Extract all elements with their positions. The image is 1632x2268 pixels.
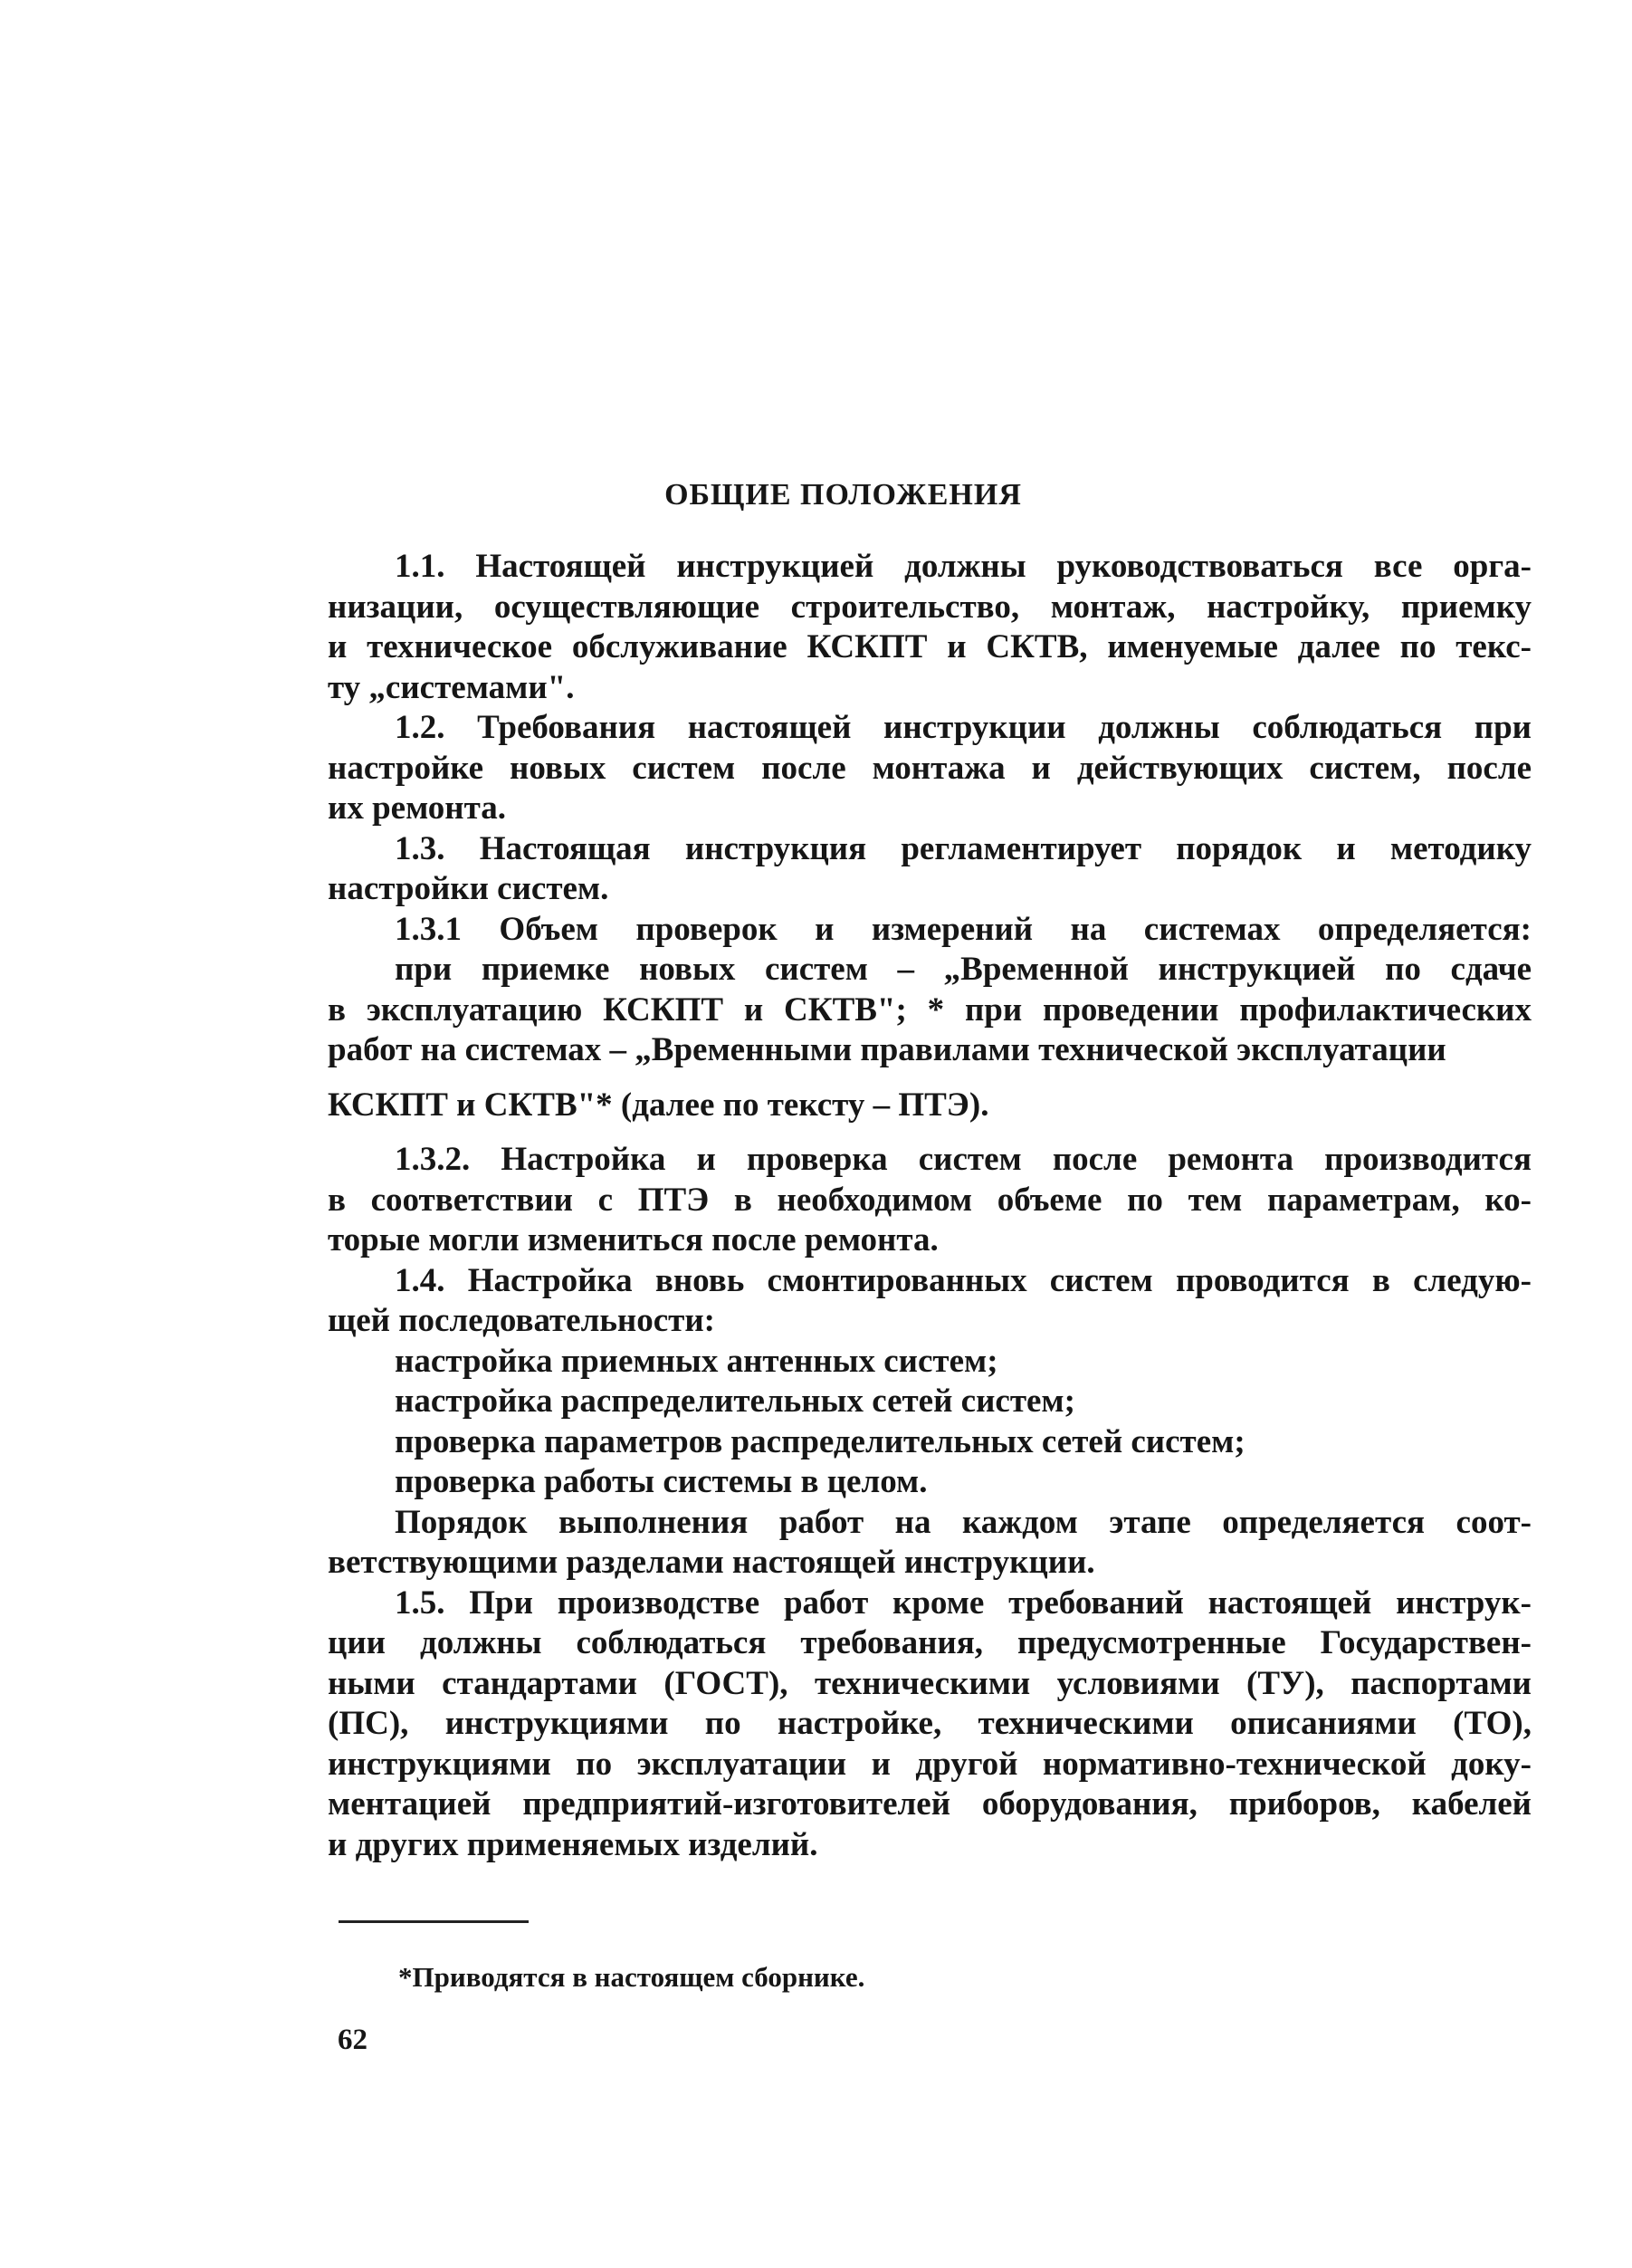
text-line: 1.3.1 Объем проверок и измерений на системах определяется: <box>395 910 1532 948</box>
text-line: и техническое обслуживание КСКПТ и СКТВ, именуемые далее по текс- <box>328 628 1532 665</box>
text-line: настройке новых систем после монтажа и действующих систем, после <box>328 749 1532 787</box>
text-line: настройки систем. <box>328 870 609 907</box>
text-line: 1.3. Настоящая инструкция регламентирует порядок и методику <box>395 829 1532 867</box>
text-line: ными стандартами (ГОСТ), техническими условиями (ТУ), паспортами <box>328 1664 1532 1702</box>
text-line: ту „системами". <box>328 668 575 706</box>
page-title: ОБЩИЕ ПОЛОЖЕНИЯ <box>664 478 1022 512</box>
text-line: при приемке новых систем – „Временной инструкцией по сдаче <box>395 951 1532 988</box>
text-line: 1.3.2. Настройка и проверка систем после ремонта производится <box>395 1141 1532 1178</box>
document-body <box>328 547 1532 1865</box>
text-line: в эксплуатацию КСКПТ и СКТВ"; * при проведении профилактических <box>328 990 1532 1029</box>
list-item: настройка приемных антенных систем; <box>395 1342 998 1380</box>
footnote: *Приводятся в настоящем сборнике. <box>398 1961 865 1993</box>
text-line: 1.1. Настоящей инструкцией должны руководствоваться все орга- <box>395 548 1532 585</box>
text-line: 1.4. Настройка вновь смонтированных систем проводится в следую- <box>395 1261 1532 1299</box>
text-line: работ на системах – „Временными правилами технической эксплуатации <box>328 1031 1446 1068</box>
text-line: Порядок выполнения работ на каждом этапе определяется соот- <box>395 1503 1532 1541</box>
footnote-divider <box>339 1920 529 1923</box>
text-line: ментацией предприятий-изготовителей оборудования, приборов, кабелей <box>328 1785 1532 1823</box>
list-item: настройка распределительных сетей систем; <box>395 1383 1075 1420</box>
text-line: торые могли измениться после ремонта. <box>328 1221 939 1258</box>
text-line: щей последовательности: <box>328 1302 715 1339</box>
text-line: и других применяемых изделий. <box>328 1825 818 1863</box>
text-line: в соответствии с ПТЭ в необходимом объеме по тем параметрам, ко- <box>328 1181 1532 1219</box>
text-line: КСКПТ и СКТВ"* (далее по тексту – ПТЭ). <box>328 1086 989 1124</box>
list-item: проверка работы системы в целом. <box>395 1463 928 1500</box>
text-line: их ремонта. <box>328 789 506 827</box>
text-line: ции должны соблюдаться требования, предусмотренные Государствен- <box>328 1624 1532 1661</box>
text-line: (ПС), инструкциями по настройке, техническими описаниями (ТО), <box>328 1705 1532 1742</box>
text-line: 1.5. При производстве работ кроме требований настоящей инструк- <box>395 1584 1532 1622</box>
text-line: ветствующими разделами настоящей инструкции. <box>328 1544 1095 1581</box>
list-item: проверка параметров распределительных сетей систем; <box>395 1422 1245 1460</box>
text-line: инструкциями по эксплуатации и другой нормативно-технической доку- <box>328 1745 1532 1783</box>
page-number: 62 <box>338 2024 367 2056</box>
text-line: 1.2. Требования настоящей инструкции должны соблюдаться при <box>395 709 1532 746</box>
text-line: низации, осуществляющие строительство, монтаж, настройку, приемку <box>328 588 1532 626</box>
